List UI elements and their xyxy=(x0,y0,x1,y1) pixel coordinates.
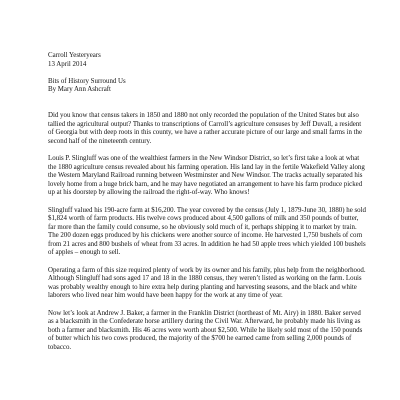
paragraph-5: Now let’s look at Andrew J. Baker, a farmer in the Franklin District (northeast of Mt. Airy) in 1880. Baker served as a blacksmith in the Confederate horse artillery during the Civil War. Afterward, he probably made his living as both a farmer and blacksmith. His 46 acres were worth about $2,500. While he likely sold most of the 150 pounds of butter which his two cows produced, the majority of the $700 he earned came from selling 2,000 pounds of tobacco. xyxy=(48,309,363,351)
article xyxy=(48,52,366,361)
paragraph-4: Operating a farm of this size required plenty of work by its owner and his family, plus help from the neighborhood. Although Slingluff had sons aged 17 and 18 in the 1880 census, they weren’t listed as working on the farm. Louis was probably wealthy enough to hire extra help during planting and harvesting seasons, and the black and white laborers who lived near him would have been happy for the work at any time of year. xyxy=(48,266,366,300)
article-title: Bits of History Surround Us xyxy=(48,77,126,85)
article-byline: By Mary Ann Ashcraft xyxy=(48,86,111,94)
title-block xyxy=(48,78,366,95)
publication-date: 13 April 2014 xyxy=(48,60,87,68)
paragraph-3: Slingluff valued his 190-acre farm at $16,200. The year covered by the census (July 1, 1879-June 30, 1880) he sold $1,824 worth of farm products. His twelve cows produced about 4,500 gallons of milk and 350 pounds of butter, far more than the family could consume, so he obviously sold much of it, perhaps shipping it to market by train. The 200 dozen eggs produced by his chickens were another source of income. He harvested 1,750 bushels of corn from 21 acres and 800 bushels of wheat from 33 acres. In addition he had 50 apple trees which yielded 100 bushels of apples – enough to sell. xyxy=(48,206,366,257)
masthead xyxy=(48,52,366,69)
paragraph-1: Did you know that census takers in 1850 and 1880 not only recorded the population of the United States but also tallied the agricultural output? Thanks to transcriptions of Carroll’s agriculture censuses by Jeff Duvall, a resident of Georgia but with deep roots in this county, we have a rather accurate picture of our large and small farms in the second half of the nineteenth century. xyxy=(48,111,363,145)
publication-name: Carroll Yesteryears xyxy=(48,52,101,59)
paragraph-2: Louis P. Slingluff was one of the wealthiest farmers in the New Windsor District, so let’s first take a look at what the 1880 agriculture census revealed about his farming operation. His land lay in the fertile Wakefield Valley along the Western Maryland Railroad running between Westminster and New Windsor. The tracks actually separated his lovely home from a huge brick barn, and he may have negotiated an arrangement to have his farm produce picked up at his doorstep by allowing the railroad the right-of-way. Who knows! xyxy=(48,154,365,197)
